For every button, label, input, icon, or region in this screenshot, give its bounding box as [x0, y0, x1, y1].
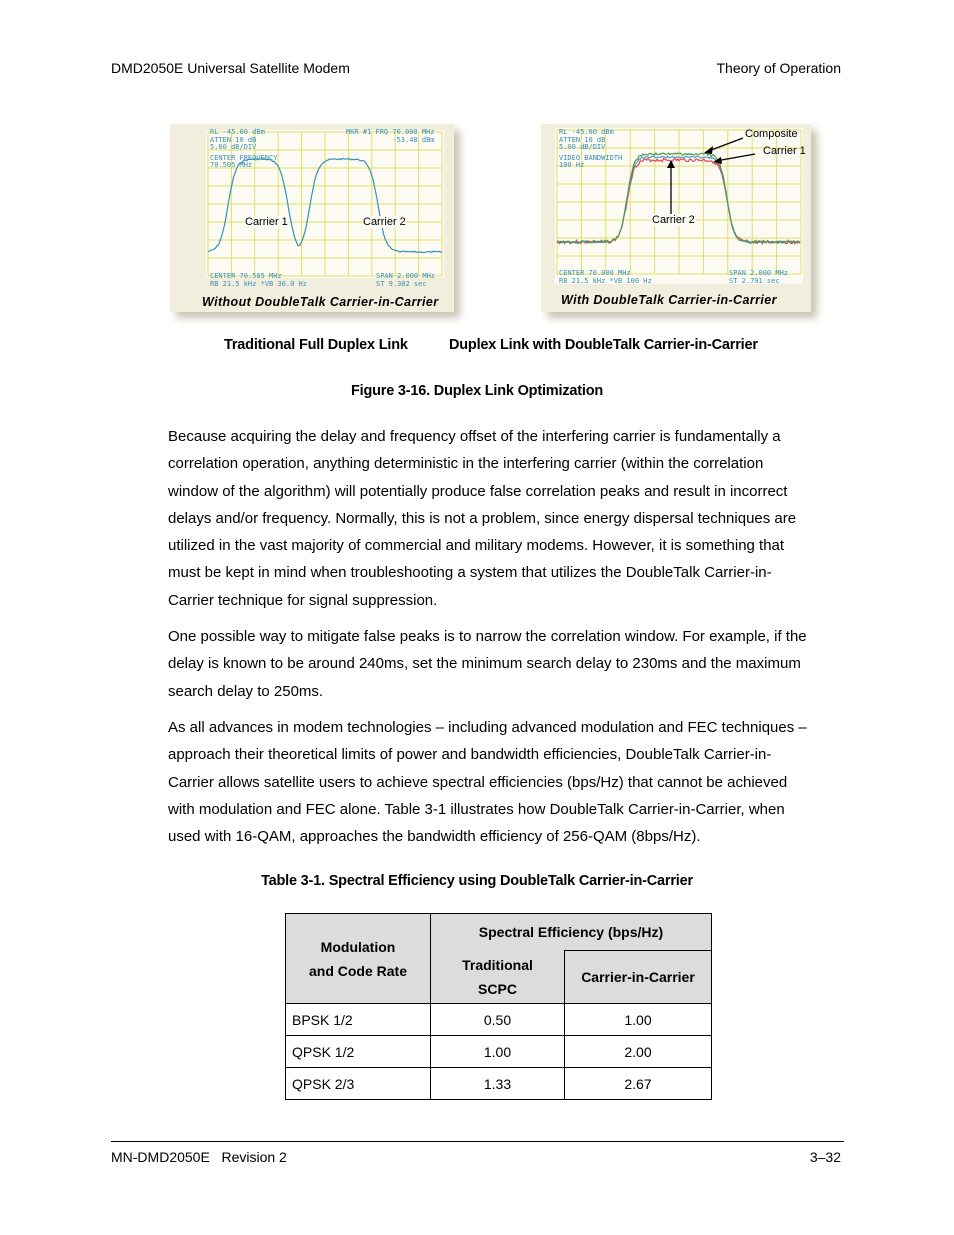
paragraph-line: As all advances in modem technologies – including advanced modulation and FEC techniques –	[168, 719, 807, 736]
header-modulation	[286, 914, 431, 1004]
paragraph-line: window of the algorithm) will potentially produce false correlation peaks and result in incorrect	[168, 482, 788, 500]
readout-atten: ATTEN 10 dB	[210, 135, 257, 144]
page-number: 3–32	[809, 1149, 841, 1165]
spectrum-plot-with-cic	[541, 124, 811, 312]
readout-span: SPAN 2.000 MHz	[729, 269, 789, 277]
readout-bottom-left-right-plot	[559, 269, 652, 285]
plot-caption-left: Without DoubleTalk Carrier-in-Carrier	[202, 295, 439, 309]
paragraph-line: used with 16-QAM, approaches the bandwidth efficiency of 256-QAM (8bps/Hz).	[168, 828, 701, 846]
cell-cic: 2.67	[565, 1068, 712, 1100]
running-header-left: DMD2050E Universal Satellite Modem	[111, 60, 350, 76]
label-carrier-1: Carrier 1	[245, 216, 288, 228]
paragraph-line: search delay to 250ms.	[168, 682, 324, 700]
plot-caption-right: With DoubleTalk Carrier-in-Carrier	[561, 293, 777, 307]
paragraph-line: delay is known to be around 240ms, set the minimum search delay to 230ms and the maximum	[168, 655, 801, 673]
paragraph-3	[168, 714, 838, 850]
paragraph-line: with modulation and FEC alone. Table 3-1 illustrates how DoubleTalk Carrier-in-Carrier, when	[168, 800, 785, 818]
cell-modulation: QPSK 2/3	[286, 1068, 431, 1100]
readout-span: SPAN 2.000 MHz	[376, 272, 436, 280]
readout-center: CENTER 70.000 MHz	[559, 269, 631, 277]
cell-modulation: QPSK 1/2	[286, 1036, 431, 1068]
header-traditional-line2: SCPC	[478, 980, 517, 997]
paragraph-line: correlation operation, anything deterministic in the interfering carrier (within the correlation	[168, 455, 764, 473]
readout-rl: RL -45.00 dBm	[210, 128, 265, 136]
figure-title: Figure 3-16. Duplex Link Optimization	[350, 383, 604, 399]
readout-marker	[346, 129, 435, 144]
paragraph-line: Carrier allows satellite users to achieve spectral efficiencies (bps/Hz) that cannot be achieved	[168, 773, 788, 791]
table-row	[286, 1068, 712, 1100]
readout-vbw-label: VIDEO BANDWIDTH	[559, 153, 623, 162]
readout-vbw-value: 100 Hz	[559, 161, 585, 169]
readout-bottom-right-right-plot	[729, 269, 788, 285]
table-row	[286, 1004, 712, 1036]
paragraph-2	[168, 623, 838, 705]
header-carrier-in-carrier: Carrier-in-Carrier	[565, 951, 712, 1004]
spectrum-plot-without-cic	[170, 124, 454, 312]
readout-marker-freq: MKR #1 FRQ 70.000 MHz	[346, 128, 435, 136]
readout-marker-level: -53.48 dBm	[392, 135, 435, 144]
header-traditional-scpc	[431, 951, 565, 1004]
readout-bottom-right	[376, 272, 435, 288]
cell-cic: 2.00	[565, 1036, 712, 1068]
paragraph-line: Carrier technique for signal suppression.	[168, 591, 438, 609]
paragraph-line: Because acquiring the delay and frequency offset of the interfering carrier is fundamentally a	[168, 428, 781, 445]
readout-center-freq-value: 70.505 MHz	[210, 161, 253, 169]
paragraph-line: must be kept in mind when troubleshooting a system that utilizes the DoubleTalk Carrier-in-	[168, 564, 772, 582]
readout-center-freq-label: CENTER FREQUENCY	[210, 153, 278, 162]
table-title: Table 3-1. Spectral Efficiency using DoubleTalk Carrier-in-Carrier	[261, 873, 693, 889]
label-carrier-2: Carrier 2	[363, 216, 406, 228]
readout-sweep: ST 2.791 sec	[729, 277, 780, 285]
readout-rl: RL -45.00 dBm	[559, 128, 614, 136]
readout-atten: ATTEN 10 dB	[559, 135, 606, 144]
readout-center: CENTER 70.505 MHz	[210, 272, 282, 280]
paragraph-1	[168, 423, 838, 614]
header-spectral-efficiency: Spectral Efficiency (bps/Hz)	[431, 914, 712, 951]
table-row	[286, 1036, 712, 1068]
figure-subcaption-right: Duplex Link with DoubleTalk Carrier-in-Carrier	[449, 337, 758, 353]
footer-left: MN-DMD2050E Revision 2	[111, 1149, 287, 1165]
header-modulation-line2: and Code Rate	[308, 962, 407, 979]
spectral-efficiency-table	[285, 913, 712, 1100]
label-carrier-2-right: Carrier 2	[652, 214, 695, 226]
readout-scale: 5.00 dB/DIV	[210, 143, 257, 151]
paragraph-line: delays and/or frequency. Normally, this is not a problem, since energy dispersal techniques are	[168, 509, 797, 527]
footer-rule	[111, 1141, 844, 1142]
cell-cic: 1.00	[565, 1004, 712, 1036]
label-carrier-1-right: Carrier 1	[763, 145, 806, 157]
readout-scale: 5.00 dB/DIV	[559, 143, 606, 151]
cell-modulation: BPSK 1/2	[286, 1004, 431, 1036]
readout-sweep: ST 9.302 sec	[376, 280, 427, 288]
header-traditional-line1: Traditional	[462, 956, 533, 973]
cell-traditional: 0.50	[431, 1004, 565, 1036]
readout-rbw: RB 21.5 kHz *VB 100 Hz	[559, 277, 652, 285]
paragraph-line: One possible way to mitigate false peaks is to narrow the correlation window. For example, if the	[168, 628, 807, 645]
paragraph-line: approach their theoretical limits of power and bandwidth efficiencies, DoubleTalk Carrier-in-	[168, 746, 772, 764]
cell-traditional: 1.33	[431, 1068, 565, 1100]
running-header-right: Theory of Operation	[716, 60, 841, 76]
figure-subcaption-left: Traditional Full Duplex Link	[224, 337, 408, 353]
label-composite: Composite	[745, 128, 798, 140]
readout-top-left	[210, 129, 277, 170]
cell-traditional: 1.00	[431, 1036, 565, 1068]
readout-top-right-plot	[559, 129, 622, 170]
readout-bottom-left	[210, 272, 307, 288]
header-modulation-line1: Modulation	[320, 938, 396, 955]
readout-rbw: RB 21.5 kHz *VB 30.0 Hz	[210, 280, 307, 288]
paragraph-line: utilized in the vast majority of commercial and military modems. However, it is something that	[168, 537, 785, 555]
